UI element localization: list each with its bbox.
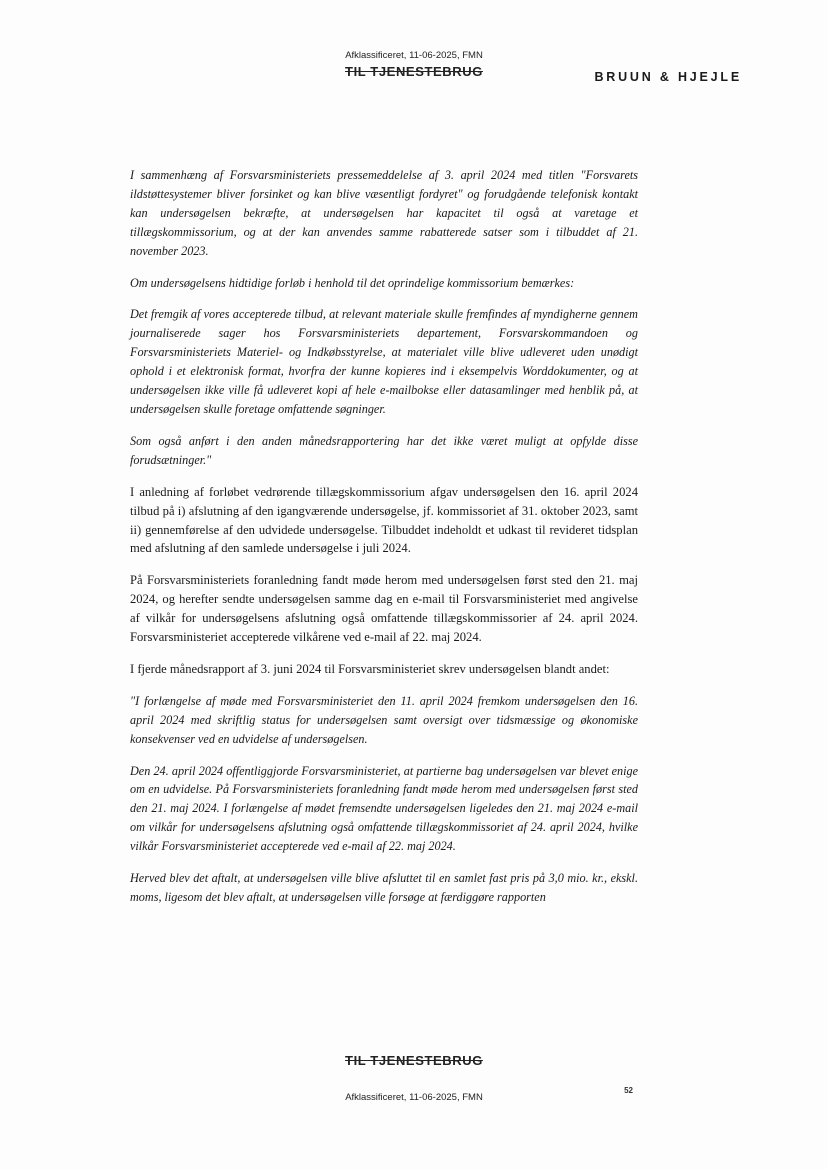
paragraph-9: Den 24. april 2024 offentliggjorde Forsvarsministeriet, at partierne bag undersøgelsen var blevet enige om en udvidelse. På Forsvarsministeriets foranledning fandt møde herom med undersøgelsen først sted den 21. maj 2024. I forlængelse af mødet fremsendte undersøgelsen ligeledes den 21. maj 2024 e-mail om vilkår for undersøgelsens afslutning også omfattende tillægskommissoriet af 24. april 2024, hvilke vilkår Forsvarsministeriet accepterede ved e-mail af 22. maj 2024. xyxy=(130,763,638,854)
paragraph-2: Om undersøgelsens hidtidige forløb i henhold til det oprindelige kommissorium bemærkes: xyxy=(130,275,575,290)
document-body xyxy=(130,166,638,907)
classification-stamp-bottom: TIL TJENESTEBRUG xyxy=(345,1053,483,1068)
declassification-header: Afklassificeret, 11-06-2025, FMN xyxy=(345,50,483,61)
paragraph-3: Det fremgik af vores accepterede tilbud, at relevant materiale skulle fremfindes af myndigherne gennem journaliserede sager hos Forsvarsministeriets departement, Forsvarskommandoen og Forsvarsministeriets Materiel- og Indkøbsstyrelse, at materialet ville blive udleveret uden unødigt ophold i et elektronisk format, hvorfra der kunne kopieres ind i eksempelvis Worddokumenter, og at undersøgelsen ikke ville få udleveret kopi af hele e-mailbokse eller datasamlinger med henblik på, at undersøgelsen skulle foretage omfattende søgninger. xyxy=(130,307,638,416)
paragraph-6: På Forsvarsministeriets foranledning fandt møde herom med undersøgelsen først sted den 21. maj 2024, og herefter sendte undersøgelsen samme dag en e-mail til Forsvarsministeriet med angivelse af vilkår for undersøgelsens afslutning også omfattende tillægskommissorier af 24. april 2024. Forsvarsministeriet accepterede vilkårene ved e-mail af 22. maj 2024. xyxy=(130,573,638,645)
paragraph-7: I fjerde månedsrapport af 3. juni 2024 til Forsvarsministeriet skrev undersøgelsen blandt andet: xyxy=(130,661,610,676)
classification-stamp-top: TIL TJENESTEBRUG xyxy=(345,64,483,79)
declassification-footer: Afklassificeret, 11-06-2025, FMN xyxy=(345,1092,483,1103)
firm-logo: BRUUN & HJEJLE xyxy=(594,70,742,84)
paragraph-10: Herved blev det aftalt, at undersøgelsen ville blive afsluttet til en samlet fast pris på 3,0 mio. kr., ekskl. moms, ligesom det blev aftalt, at undersøgelsen ville forsøge at færdiggøre rapporten xyxy=(130,871,638,904)
paragraph-4: Som også anført i den anden månedsrapportering har det ikke været muligt at opfylde disse forudsætninger." xyxy=(130,433,638,467)
page-number: 52 xyxy=(624,1086,633,1095)
paragraph-5: I anledning af forløbet vedrørende tillægskommissorium afgav undersøgelsen den 16. april 2024 tilbud på i) afslutning af den igangværende undersøgelse, jf. kommissoriet af 31. oktober 2023, samt ii) gennemførelse af den udvidede undersøgelse. Tilbuddet indeholdt et udkast til revideret tidsplan med afslutning af den samlede undersøgelse i juli 2024. xyxy=(130,484,638,556)
paragraph-1: I sammenhæng af Forsvarsministeriets pressemeddelelse af 3. april 2024 med titlen "Forsvarets ildstøttesystemer bliver forsinket og kan blive væsentligt fordyret" og forudgående telefonisk kontakt kan undersøgelsen bekræfte, at undersøgelsen har kapacitet til også at varetage et tillægskommissorium, og at der kan anvendes samme rabatterede satser som i tilbuddet af 21. november 2023. xyxy=(130,168,638,258)
paragraph-8: "I forlængelse af møde med Forsvarsministeriet den 11. april 2024 fremkom undersøgelsen den 16. april 2024 med skriftlig status for undersøgelsen samt oversigt over tidsmæssige og økonomiske konsekvenser ved en udvidelse af undersøgelsen. xyxy=(130,693,638,746)
